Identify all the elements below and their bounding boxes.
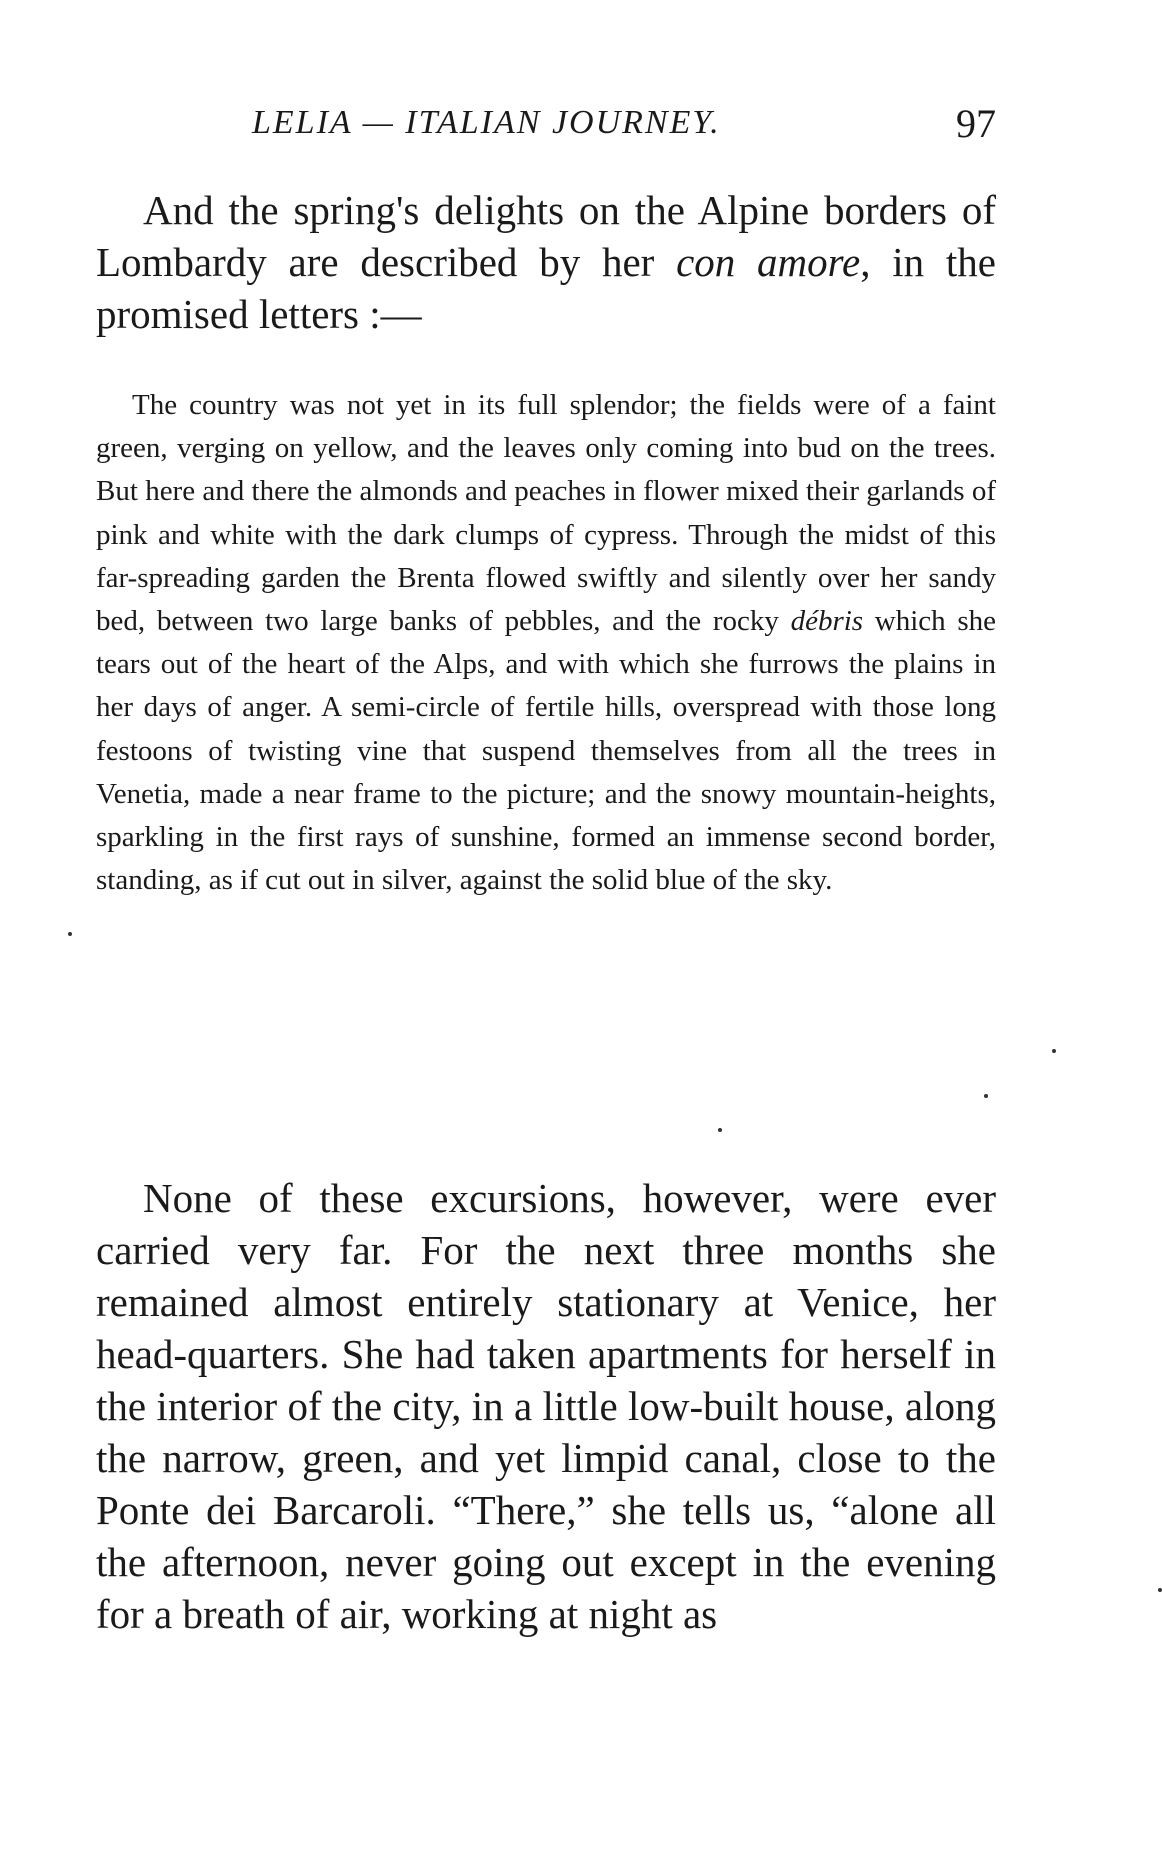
print-speck [984,1094,988,1098]
running-head [96,101,996,154]
running-title: LELIA — ITALIAN JOURNEY. [252,104,721,141]
print-speck [1052,1049,1056,1053]
quote-italic-word: débris [790,605,864,638]
quote-text-a: The country was not yet in its full splendor; the fields were of a faint green, verging on yellow, and the leaves only coming into bud on the trees. But here and there the almonds and peaches in flower mixed their garlands of pink and white with the dark clumps of cypress. Through the midst of this far-spreading garden the Brenta flowed swiftly and silently over her sandy bed, between two large banks of pebbles, and the rocky [96,389,996,638]
print-speck [1158,1588,1162,1592]
print-speck [68,932,72,936]
lead-text-b: , in the promised letters :— [96,239,997,337]
lead-italic-phrase: con amore [676,239,861,285]
print-speck [718,1128,722,1132]
quote-text-b: which she tears out of the heart of the Alps, and with which she furrows the plains in her days of anger. A semi-circle of fertile hills, overspread with those long festoons of twisting vine that suspend themselves from all the trees in Venetia, made a near frame to the picture; and the snowy mountain-heights, sparkling in the first rays of sunshine, formed an immense second border, standing, as if cut out in silver, against the solid blue of the sky. [96,605,996,897]
page-number: 97 [956,101,996,146]
block-quote [96,384,996,902]
lead-paragraph [96,184,996,340]
body-paragraph: None of these excursions, however, were ever carried very far. For the next three months she remained almost entirely stationary at Venice, her head-quarters. She had taken apartments for herself in the interior of the city, in a little low-built house, along the narrow, green, and yet limpid canal, close to the Ponte dei Barcaroli. “There,” she tells us, “alone all the afternoon, never going out except in the evening for a breath of air, working at night as [96,1175,996,1637]
lead-text-a: And the spring's delights on the Alpine borders of Lombardy are described by her [96,187,996,285]
